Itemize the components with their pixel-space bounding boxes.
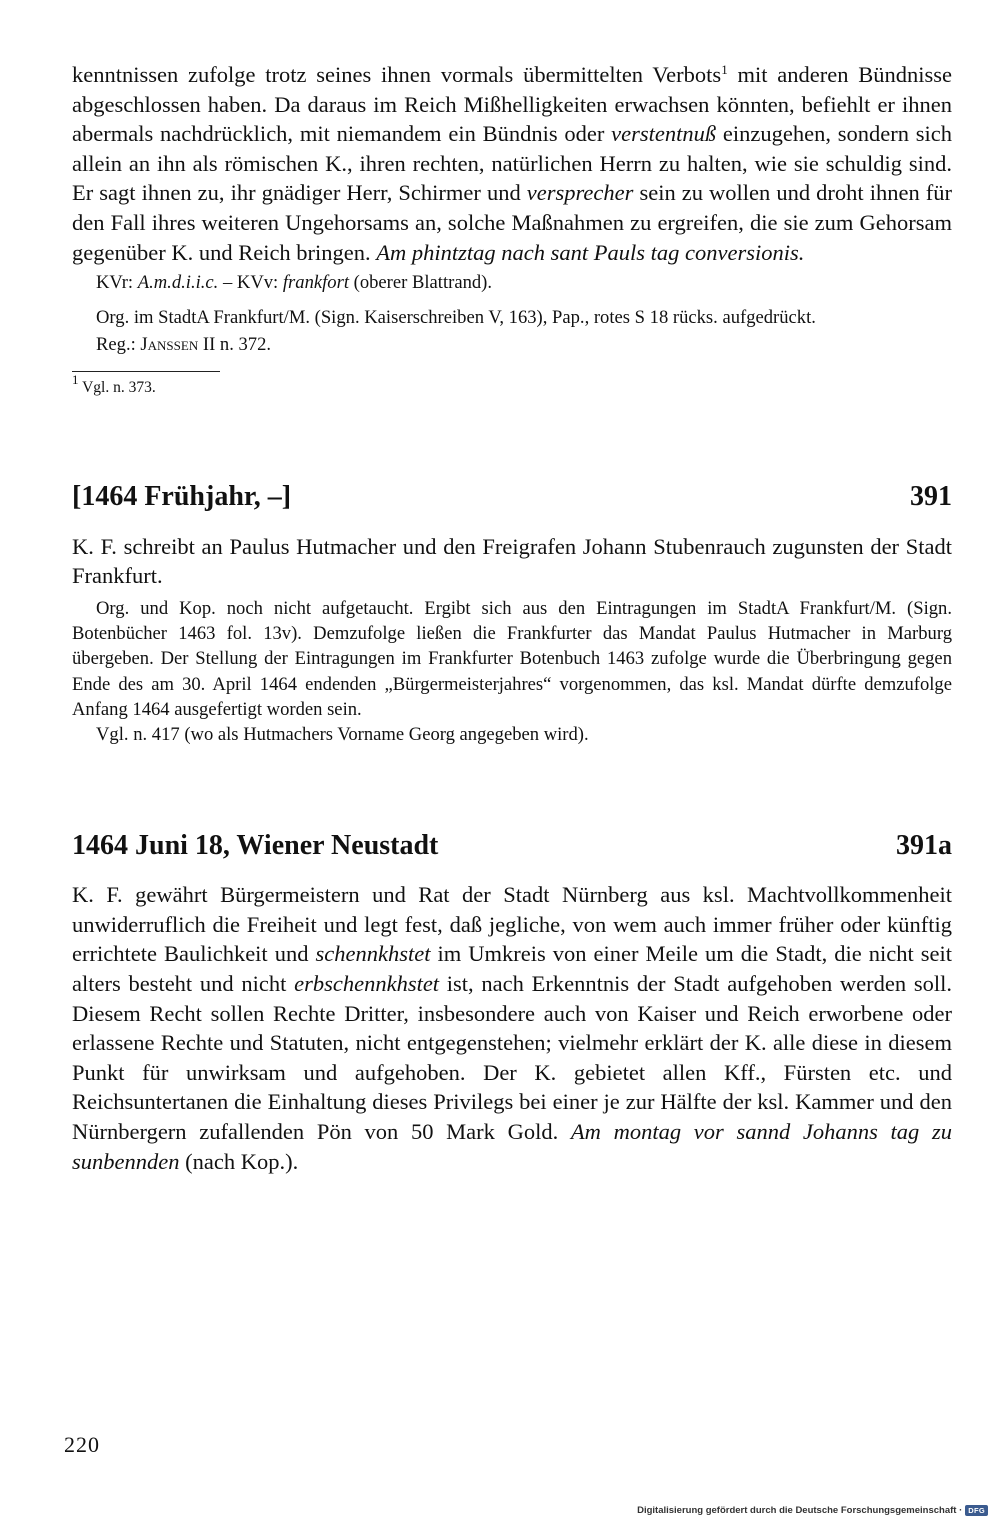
quoted-term: verstentnuß xyxy=(611,121,717,147)
entry-391a-summary xyxy=(72,880,952,1176)
dfg-logo: DFG xyxy=(965,1505,988,1516)
continuation-paragraph xyxy=(72,60,952,267)
text-segment: K. F. gewährt Bürgermeistern und Rat der Stadt Nürnberg aus ksl. Machtvollkommenheit unwiderruflich die Freiheit und legt fest, daß jegliche, von wem auch immer früher oder künftig errichtete Baulichkeit und xyxy=(72,882,952,967)
text-segment: ist, nach Erkenntnis der Stadt aufgehoben werden soll. Diesem Recht sollen Rechte Dritter, insbesondere auch von Kaiser und Reich erworbene oder erlassene Rechte und Statuten, nicht entgegenstehen; vielmehr erklärt der K. alle diese in diesem Punkt für unwirksam und aufgehoben. Der K. gebietet allen Kff., Fürsten etc. und Reichsuntertanen die Einhaltung dieses Privilegs bei einer je zur Hälfte der ksl. Kammer und den Nürnbergern zufallenden Pön von 50 Mark Gold. xyxy=(72,970,953,1144)
text-segment: kenntnissen zufolge trotz seines ihnen vormals übermittelten Verbots xyxy=(72,62,722,87)
digitization-credit xyxy=(637,1505,988,1516)
page-content xyxy=(72,60,952,1176)
text-segment: im Umkreis von einer Meile um die Stadt, die nicht seit alters besteht und nicht xyxy=(72,941,952,996)
footnote-text: Vgl. n. 373. xyxy=(78,378,156,396)
text-segment: sein zu wollen und droht ihnen für den Fall ihres weiteren Ungehorsams an, solche Maßnahmen zu ergreifen, die sie zum Gehorsam gegenüber K. und Reich bringen. xyxy=(72,180,952,265)
kv-value: frankfort xyxy=(282,272,349,294)
reg-reference: II n. 372. xyxy=(198,333,272,355)
dating-clause: Am montag vor sannd Johanns tag zu sunbennden xyxy=(72,1118,953,1174)
kv-value: A.m.d.i.i.c. xyxy=(137,272,219,294)
entry-391-note: Org. und Kop. noch nicht aufgetaucht. Ergibt sich aus den Eintragungen im StadtA Frankfurt/M. (Sign. Botenbücher 1463 fol. 13v). Demzufolge ließen die Frankfurter das Mandat Paulus Hutmacher in Marburg übergeben. Der Stellung der Eintragungen im Frankfurter Botenbuch 1463 zufolge wurde die Überbringung gegen Ende des am 30. April 1464 endenden „Bürgermeisterjahres“ vorgenommen, das ksl. Mandat dürfte demzufolge Anfang 1464 ausgefertigt worden sein. xyxy=(72,597,952,720)
footnote-reference: 1 xyxy=(721,62,728,77)
credit-text: Digitalisierung gefördert durch die Deutsche Forschungsgemeinschaft · xyxy=(637,1505,963,1516)
kv-label: – KVv: xyxy=(218,272,283,294)
entry-date: 1464 Juni 18, Wiener Neustadt xyxy=(72,830,439,862)
quoted-term: versprecher xyxy=(526,180,634,206)
kanzleivermerk-line xyxy=(72,270,952,295)
reg-label: Reg.: xyxy=(96,333,141,355)
entry-391a-heading xyxy=(72,829,952,863)
footnote-divider xyxy=(72,371,220,372)
footnote xyxy=(72,371,952,398)
entry-391-vgl: Vgl. n. 417 (wo als Hutmachers Vorname Georg angegeben wird). xyxy=(96,723,589,745)
original-note: Org. im StadtA Frankfurt/M. (Sign. Kaiserschreiben V, 163), Pap., rotes S 18 rücks. aufgedrückt. xyxy=(96,307,816,329)
quoted-term: erbschennkhstet xyxy=(294,970,440,996)
entry-391-summary: K. F. schreibt an Paulus Hutmacher und den Freigrafen Johann Stubenrauch zugunsten der Stadt Frankfurt. xyxy=(72,533,952,589)
kv-label: KVr: xyxy=(96,272,138,294)
footnote-mark: 1 xyxy=(72,371,79,387)
entry-391-heading xyxy=(72,480,952,514)
entry-number: 391 xyxy=(910,480,952,512)
reg-author: Janssen xyxy=(140,333,199,355)
text-segment: mit anderen Bündnisse abgeschlossen haben. Da daraus im Reich Mißhelligkeiten erwachsen könnten, befiehlt er ihnen abermals nachdrücklich, mit niemandem ein Bündnis oder xyxy=(72,62,952,147)
kv-note: (oberer Blattrand). xyxy=(349,272,493,294)
regest-line xyxy=(72,332,952,357)
text-segment: einzugehen, sondern sich allein an ihn als römischen K., ihren rechten, natürlichen Herrn zu halten, wie sie schuldig sind. Er sagt ihnen zu, ihr gnädiger Herr, Schirmer und xyxy=(72,121,952,206)
entry-date: [1464 Frühjahr, –] xyxy=(72,480,292,512)
page-number: 220 xyxy=(64,1432,100,1457)
entry-number: 391a xyxy=(896,830,952,862)
dating-clause: Am phintztag nach sant Pauls tag conversionis. xyxy=(376,239,805,265)
text-segment: (nach Kop.). xyxy=(179,1148,299,1174)
quoted-term: schennkhstet xyxy=(315,941,431,967)
